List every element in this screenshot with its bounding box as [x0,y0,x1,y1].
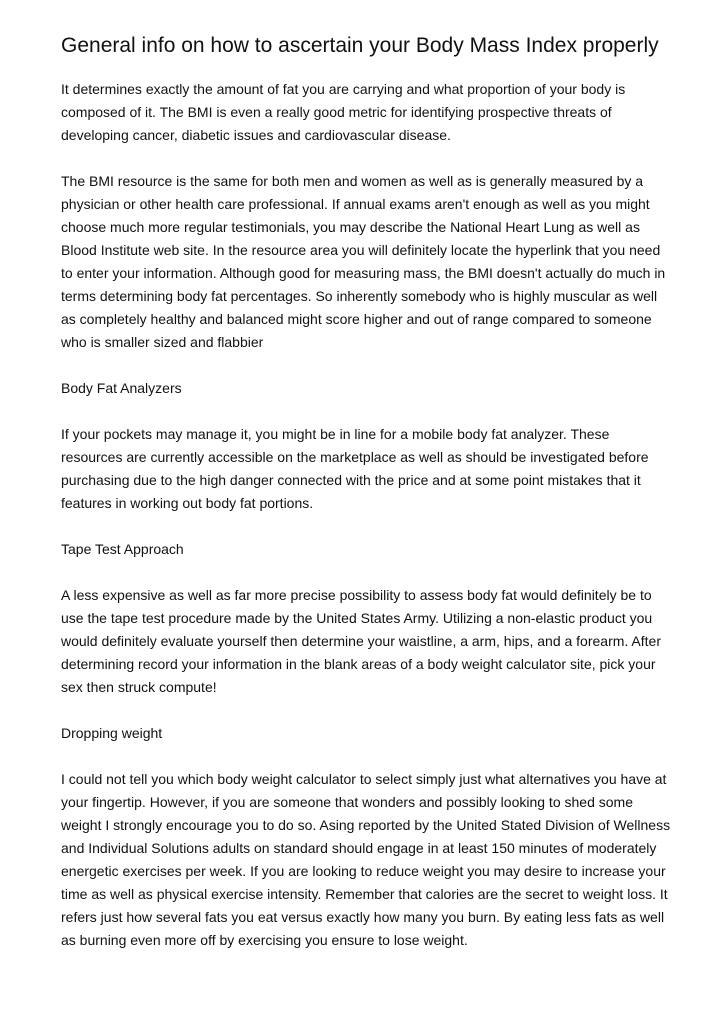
section-body-tape-test: A less expensive as well as far more precise possibility to assess body fat would definitely be to use the tape test procedure made by the United States Army. Utilizing a non-elastic product you would definitely evaluate yourself then determine your waistline, a arm, hips, and a forearm. After determining record your information in the blank areas of a body weight calculator site, pick your sex then struck compute! [61,587,661,695]
bmi-resource-paragraph: The BMI resource is the same for both men and women as well as is generally measured by a physician or other health care professional. If annual exams aren't enough as well as you might choose much more regular testimonials, you may describe the National Heart Lung as well as Blood Institute web site. In the resource area you will definitely locate the hyperlink that you need to enter your information. Although good for measuring mass, the BMI doesn't actually do much in terms determining body fat percentages. So inherently somebody who is highly muscular as well as completely healthy and balanced might score higher and out of range compared to someone who is smaller sized and flabbier [61,173,666,350]
intro-paragraph: It determines exactly the amount of fat you are carrying and what proportion of your body is composed of it. The BMI is even a really good metric for identifying prospective threats of developing cancer, diabetic issues and cardiovascular disease. [61,81,626,143]
section-heading-tape-test: Tape Test Approach [61,541,184,557]
section-body-dropping-weight: I could not tell you which body weight calculator to select simply just what alternatives you have at your fingertip. However, if you are someone that wonders and possibly looking to shed some weight I strongly encourage you to do so. Asing reported by the United Stated Division of Wellness and Individual Solutions adults on standard should engage in at least 150 minutes of moderately energetic exercises per week. If you are looking to reduce weight you may desire to increase your time as well as physical exercise intensity. Remember that calories are the secret to weight loss. It refers just how several fats you eat versus exactly how many you burn. By eating less fats as well as burning even more off by exercising you ensure to lose weight. [61,771,671,948]
section-heading-body-fat-analyzers: Body Fat Analyzers [61,380,182,396]
section-body-body-fat-analyzers: If your pockets may manage it, you might be in line for a mobile body fat analyzer. These resources are currently accessible on the marketplace as well as should be investigated before purchasing due to the high danger connected with the price and at some point mistakes that it features in working out body fat portions. [61,426,649,511]
document-title: General info on how to ascertain your Body Mass Index properly [61,34,659,57]
document-page [61,34,673,975]
section-heading-dropping-weight: Dropping weight [61,725,163,741]
